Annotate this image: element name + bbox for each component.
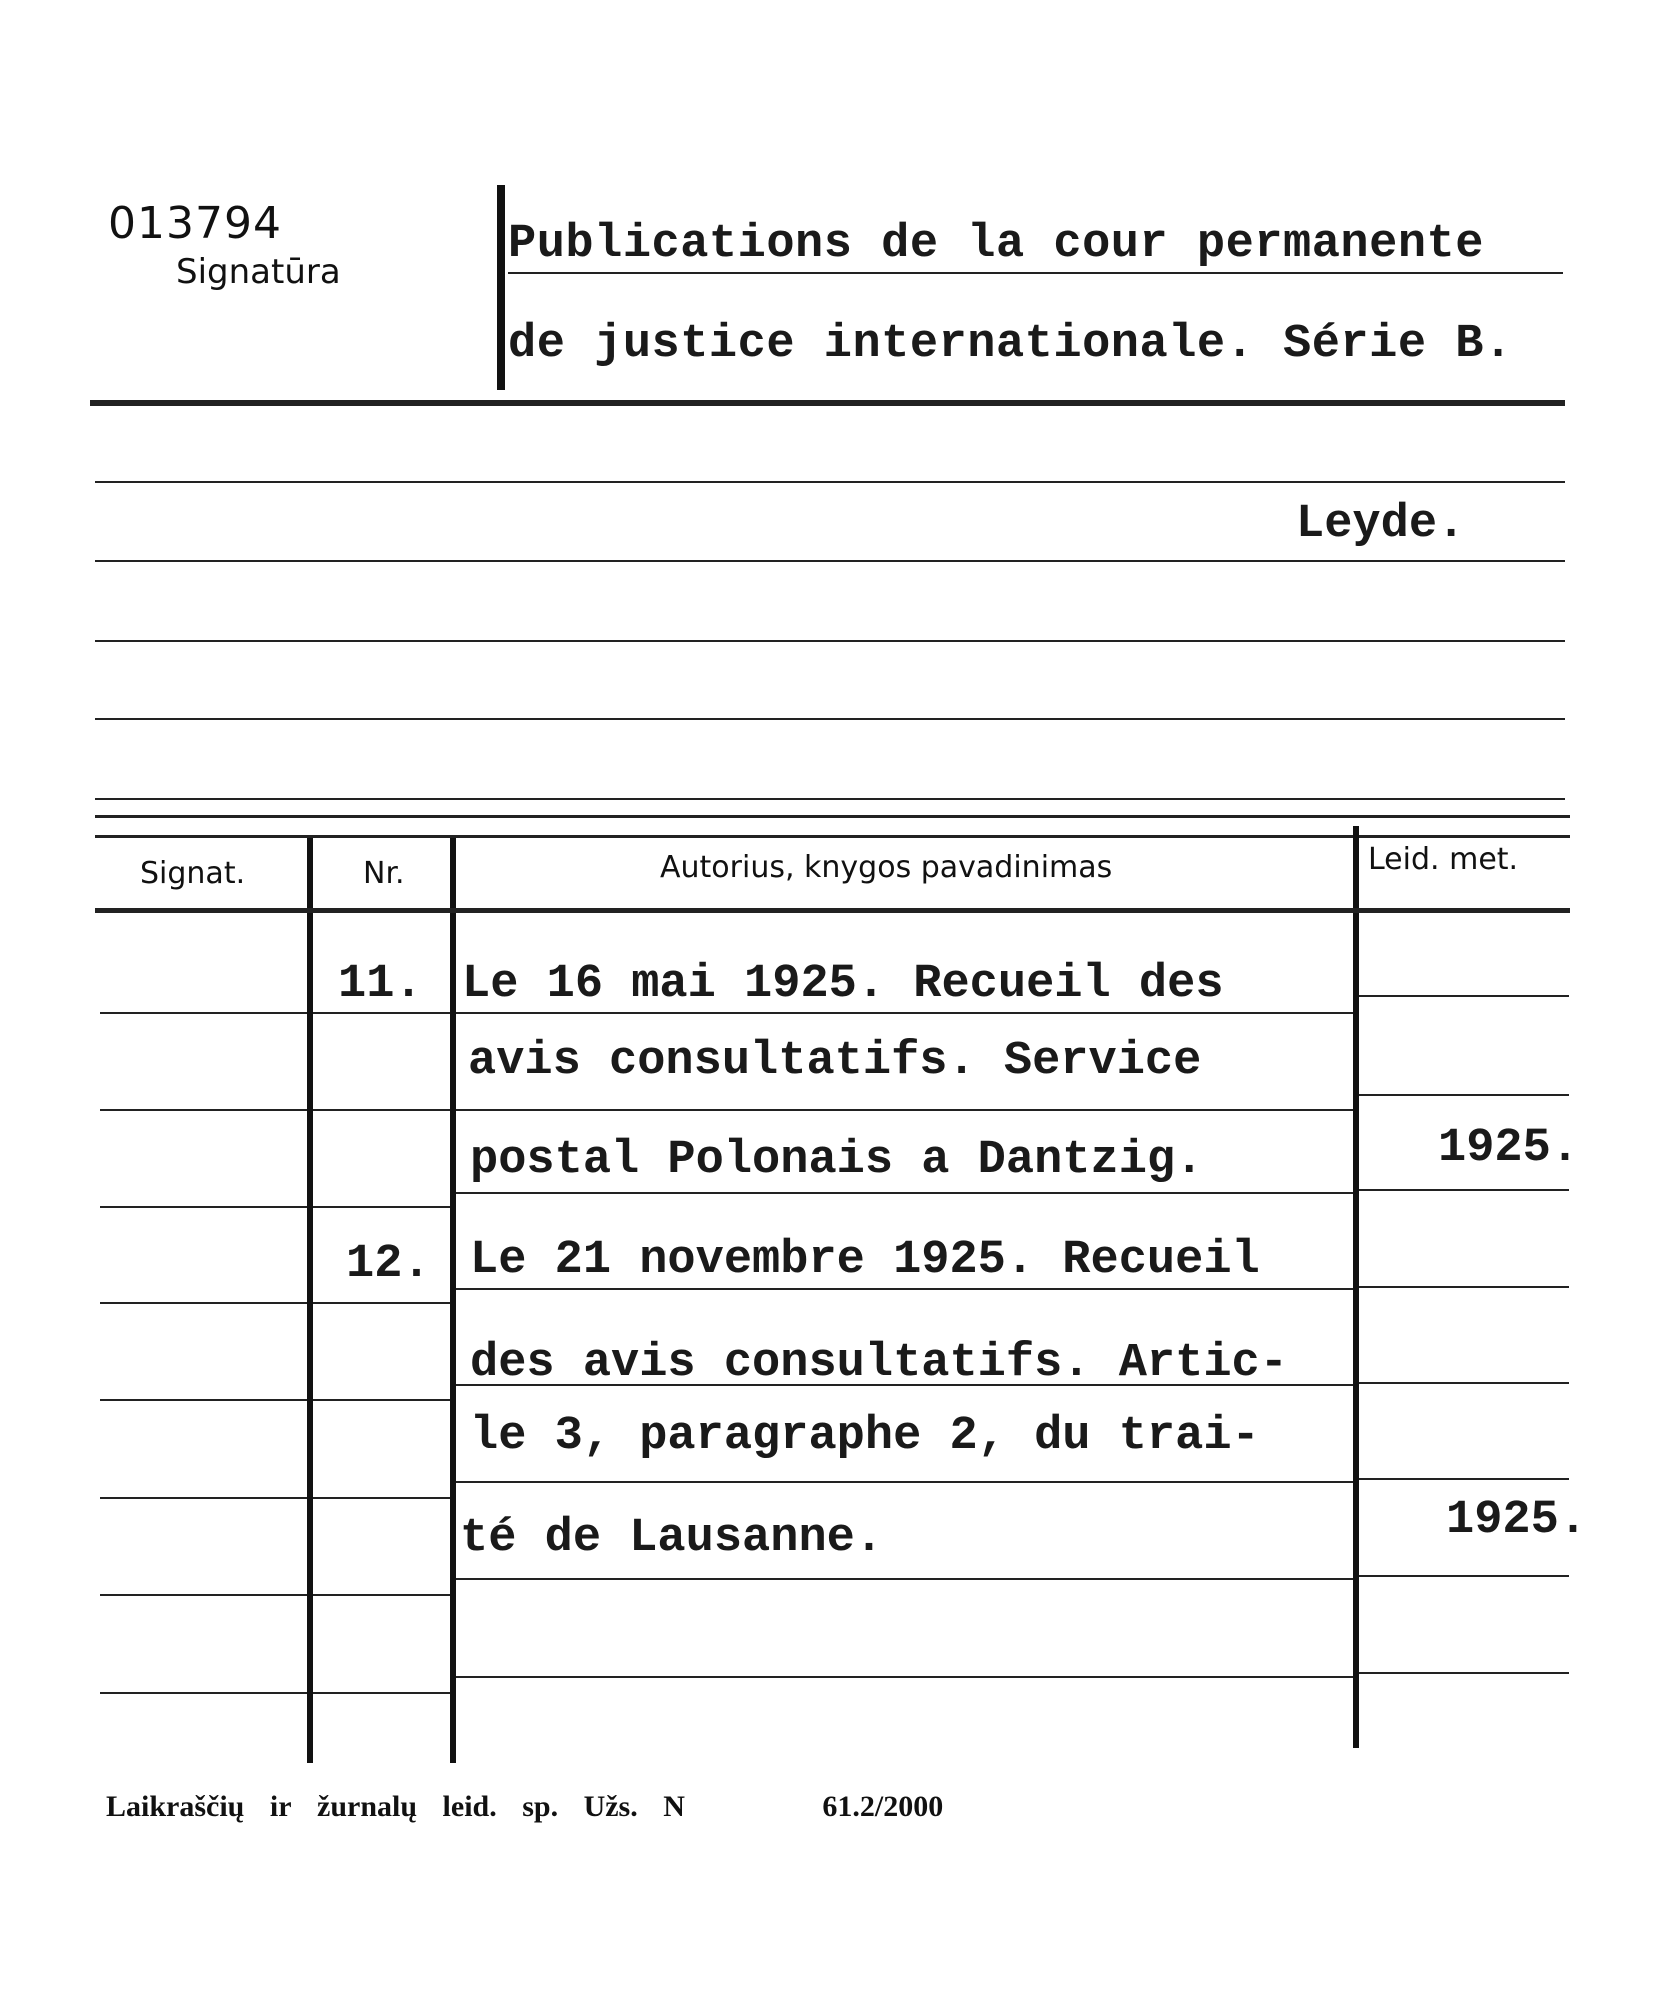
- row-rule: [100, 1012, 307, 1014]
- row-rule: [313, 1692, 450, 1694]
- blank-rule: [95, 560, 1565, 562]
- entry-nr: 12.: [346, 1238, 431, 1291]
- row-rule: [1359, 1575, 1569, 1577]
- entry-year: 1925.: [1438, 1122, 1580, 1175]
- entry-nr: 11.: [338, 958, 423, 1011]
- row-rule: [100, 1109, 307, 1111]
- row-rule: [1359, 1672, 1569, 1674]
- header-year: Leid. met.: [1368, 842, 1519, 877]
- row-rule: [456, 1676, 1353, 1678]
- row-rule: [456, 1288, 1353, 1290]
- entry-title-line: des avis consultatifs. Artic-: [470, 1337, 1288, 1390]
- imprint-part: Laikraščių: [106, 1790, 245, 1823]
- title-divider: [497, 185, 505, 390]
- header-author-title: Autorius, knygos pavadinimas: [660, 850, 1113, 885]
- entry-year: 1925.: [1446, 1494, 1588, 1547]
- entry-title-line: postal Polonais a Dantzig.: [470, 1134, 1204, 1187]
- row-rule: [100, 1497, 307, 1499]
- blank-rule: [95, 718, 1565, 720]
- row-rule: [100, 1692, 307, 1694]
- entry-title-line: le 3, paragraphe 2, du trai-: [470, 1410, 1260, 1463]
- row-rule: [100, 1302, 307, 1304]
- row-rule: [100, 1594, 307, 1596]
- title-line-2: de justice internationale. Série B.: [508, 318, 1513, 371]
- row-rule: [1359, 1478, 1569, 1480]
- row-rule: [313, 1206, 450, 1208]
- row-rule: [456, 1012, 1353, 1014]
- entry-title-line: Le 16 mai 1925. Recueil des: [462, 958, 1224, 1011]
- row-rule: [1359, 1189, 1569, 1191]
- header-signat: Signat.: [140, 856, 246, 891]
- row-rule: [456, 1578, 1353, 1580]
- entry-title-line: Le 21 novembre 1925. Recueil: [470, 1234, 1260, 1287]
- header-nr: Nr.: [363, 856, 405, 891]
- row-rule: [100, 1399, 307, 1401]
- imprint-part: Užs.: [583, 1790, 638, 1823]
- row-rule: [1359, 1382, 1569, 1384]
- row-rule: [313, 1399, 450, 1401]
- header-rule: [90, 400, 1565, 406]
- blank-rule: [95, 640, 1565, 642]
- row-rule: [456, 1192, 1353, 1194]
- column-divider: [450, 838, 456, 1763]
- imprint-part: N: [663, 1790, 685, 1823]
- header-bottom-rule: [95, 908, 1570, 913]
- row-rule: [456, 1481, 1353, 1483]
- table-top-rule: [95, 815, 1570, 818]
- row-rule: [313, 1012, 450, 1014]
- table-header-rule: [95, 835, 1570, 838]
- row-rule: [313, 1594, 450, 1596]
- row-rule: [1359, 1286, 1569, 1288]
- imprint-part: leid.: [442, 1790, 497, 1823]
- row-rule: [313, 1109, 450, 1111]
- row-rule: [313, 1497, 450, 1499]
- row-rule: [1359, 995, 1569, 997]
- blank-rule: [95, 798, 1565, 800]
- column-divider: [307, 838, 313, 1763]
- row-rule: [1359, 1094, 1569, 1096]
- title-rule-1: [508, 272, 1563, 274]
- imprint-part: žurnalų: [317, 1790, 418, 1823]
- imprint-part: ir: [269, 1790, 292, 1823]
- imprint-part: sp.: [522, 1790, 559, 1823]
- printer-imprint: [106, 1790, 961, 1824]
- signature-number: 013794: [108, 198, 282, 249]
- entry-title-line: avis consultatifs. Service: [468, 1035, 1202, 1088]
- row-rule: [456, 1109, 1353, 1111]
- title-line-1: Publications de la cour permanente: [508, 218, 1484, 271]
- row-rule: [313, 1302, 450, 1304]
- row-rule: [100, 1206, 307, 1208]
- imprint-part: 61.2/2000: [822, 1790, 944, 1823]
- place: Leyde.: [1296, 498, 1466, 551]
- blank-rule: [95, 481, 1565, 483]
- signature-label: Signatūra: [176, 252, 341, 292]
- entry-title-line: té de Lausanne.: [460, 1512, 884, 1565]
